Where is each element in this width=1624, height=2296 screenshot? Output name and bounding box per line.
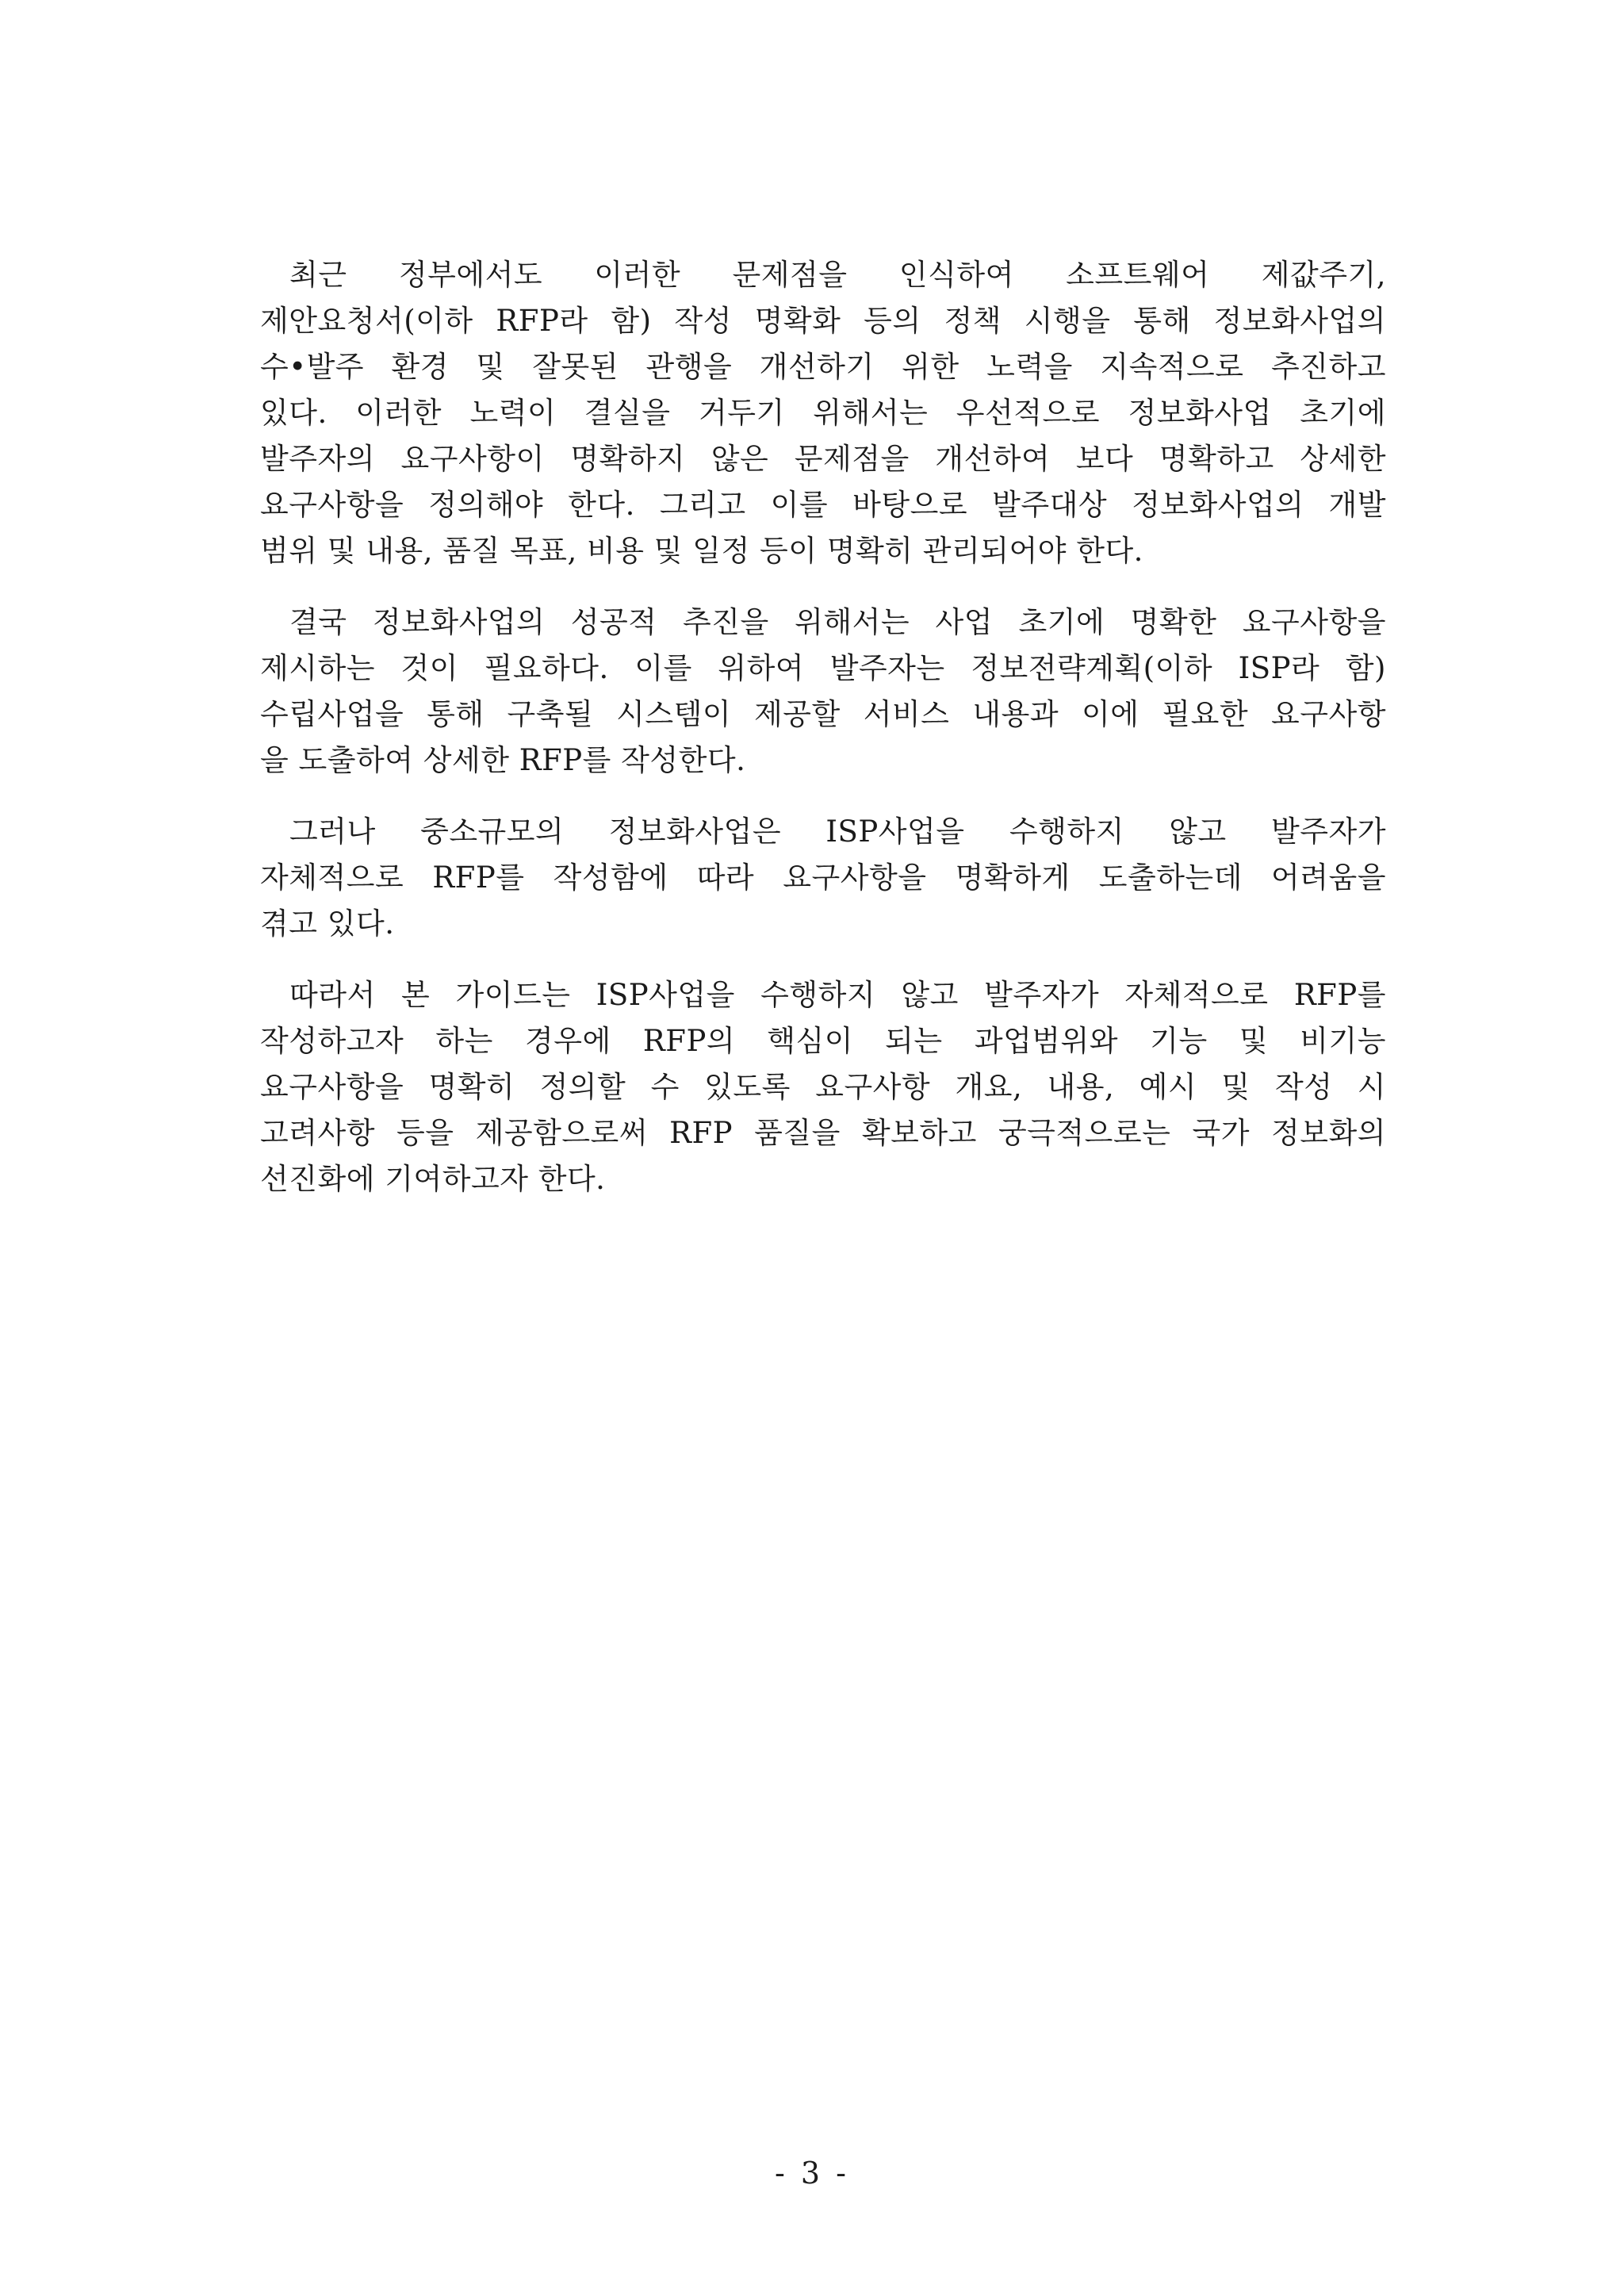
paragraph-1 <box>260 252 1386 574</box>
paragraph-3 <box>260 809 1386 947</box>
paragraph-line: 제시하는 것이 필요하다. 이를 위하여 발주자는 정보전략계획(이하 ISP라 함) <box>260 651 1386 685</box>
paragraph-line: 있다. 이러한 노력이 결실을 거두기 위해서는 우선적으로 정보화사업 초기에 <box>260 396 1386 430</box>
paragraph-line: 발주자의 요구사항이 명확하지 않은 문제점을 개선하여 보다 명확하고 상세한 <box>260 442 1386 476</box>
paragraph-4 <box>260 972 1386 1202</box>
paragraph-line: 고려사항 등을 제공함으로써 RFP 품질을 확보하고 궁극적으로는 국가 정보화의 <box>260 1116 1386 1150</box>
paragraph-line: 그러나 중소규모의 정보화사업은 ISP사업을 수행하지 않고 발주자가 <box>289 815 1386 849</box>
page-number: - 3 - <box>774 2156 849 2191</box>
paragraph-line: 최근 정부에서도 이러한 문제점을 인식하여 소프트웨어 제값주기, <box>289 258 1386 292</box>
paragraph-line: 요구사항을 정의해야 한다. 그리고 이를 바탕으로 발주대상 정보화사업의 개발 <box>260 488 1386 522</box>
paragraph-2 <box>260 600 1386 784</box>
paragraph-line: 선진화에 기여하고자 한다. <box>260 1162 606 1196</box>
paragraph-line: 요구사항을 명확히 정의할 수 있도록 요구사항 개요, 내용, 예시 및 작성 시 <box>260 1070 1386 1104</box>
body-text <box>260 252 1386 1228</box>
paragraph-line: 수립사업을 통해 구축될 시스템이 제공할 서비스 내용과 이에 필요한 요구사항 <box>260 697 1386 731</box>
paragraph-line: 결국 정보화사업의 성공적 추진을 위해서는 사업 초기에 명확한 요구사항을 <box>289 605 1386 639</box>
paragraph-line: 겪고 있다. <box>260 907 395 941</box>
paragraph-line: 을 도출하여 상세한 RFP를 작성한다. <box>260 743 746 777</box>
paragraph-line: 작성하고자 하는 경우에 RFP의 핵심이 되는 과업범위와 기능 및 비기능 <box>260 1024 1386 1058</box>
paragraph-line: 제안요청서(이하 RFP라 함) 작성 명확화 등의 정책 시행을 통해 정보화사업의 <box>260 304 1386 338</box>
paragraph-line: 수•발주 환경 및 잘못된 관행을 개선하기 위한 노력을 지속적으로 추진하고 <box>260 350 1386 384</box>
paragraph-line: 자체적으로 RFP를 작성함에 따라 요구사항을 명확하게 도출하는데 어려움을 <box>260 861 1386 895</box>
paragraph-line: 범위 및 내용, 품질 목표, 비용 및 일정 등이 명확히 관리되어야 한다. <box>260 534 1143 568</box>
paragraph-line: 따라서 본 가이드는 ISP사업을 수행하지 않고 발주자가 자체적으로 RFP를 <box>289 978 1386 1012</box>
